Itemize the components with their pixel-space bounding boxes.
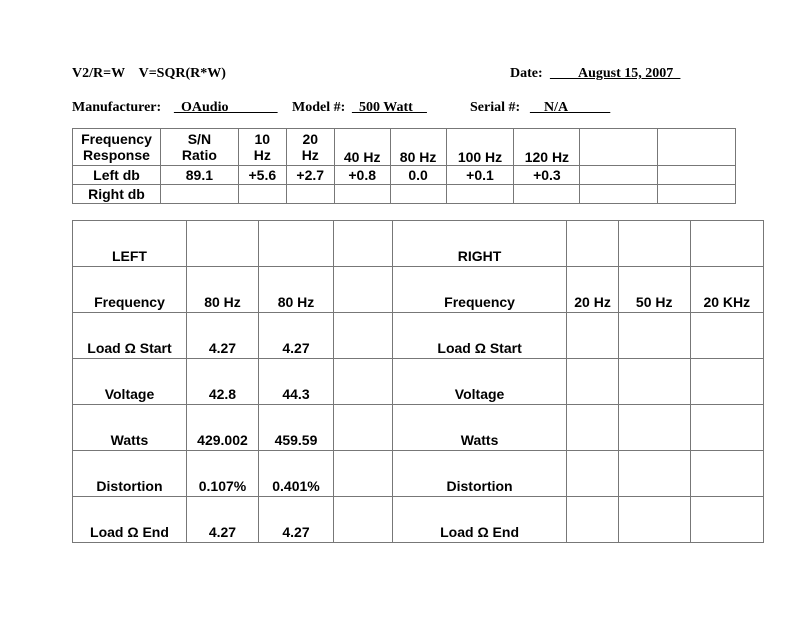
voltage-row <box>73 359 764 405</box>
left-db-cell: +0.3 <box>514 166 580 185</box>
right-db-cell <box>390 185 446 204</box>
value-cell: 4.27 <box>186 313 258 359</box>
value-cell <box>333 497 392 543</box>
row-label-cell: Load Ω Start <box>392 313 566 359</box>
value-cell: 80 Hz <box>186 267 258 313</box>
left-db-label: Left db <box>73 166 161 185</box>
value-cell <box>333 359 392 405</box>
left-db-cell: 89.1 <box>160 166 238 185</box>
row-label-cell: Load Ω End <box>73 497 187 543</box>
right-db-cell <box>514 185 580 204</box>
value-cell <box>567 451 619 497</box>
row-label-cell: Load Ω End <box>392 497 566 543</box>
manufacturer-value: _OAudio_______ <box>174 100 278 115</box>
header-cell-empty <box>580 129 658 166</box>
value-cell <box>690 313 763 359</box>
manufacturer-label: Manufacturer: <box>72 100 162 115</box>
value-cell <box>186 221 258 267</box>
left-db-cell: +0.8 <box>334 166 390 185</box>
header-cell <box>160 129 238 166</box>
value-cell: 4.27 <box>259 313 334 359</box>
value-cell <box>567 405 619 451</box>
header-20hz: 20 Hz <box>301 131 319 163</box>
header-120hz: 120 Hz <box>524 149 570 165</box>
header-10hz: 10 Hz <box>253 131 271 163</box>
left-db-row <box>73 166 736 185</box>
value-cell <box>567 359 619 405</box>
distortion-row <box>73 451 764 497</box>
value-cell: 50 Hz <box>618 267 690 313</box>
serial-label: Serial #: <box>470 100 521 115</box>
left-db-cell: +5.6 <box>238 166 286 185</box>
value-cell: 4.27 <box>259 497 334 543</box>
value-cell: 4.27 <box>186 497 258 543</box>
model-value: _500 Watt__ <box>352 100 427 115</box>
value-cell <box>690 497 763 543</box>
value-cell: 42.8 <box>186 359 258 405</box>
header-sn-ratio: S/N Ratio <box>181 131 217 163</box>
model-label: Model #: <box>292 100 346 115</box>
header-cell <box>334 129 390 166</box>
right-db-label: Right db <box>73 185 161 204</box>
load-end-row <box>73 497 764 543</box>
value-cell: 20 KHz <box>690 267 763 313</box>
value-cell <box>690 221 763 267</box>
value-cell <box>333 313 392 359</box>
value-cell <box>567 497 619 543</box>
header-100hz: 100 Hz <box>457 149 503 165</box>
value-cell <box>690 451 763 497</box>
power-test-table <box>72 220 764 543</box>
section-header-row <box>73 221 764 267</box>
date-value: ____August 15, 2007_ <box>550 66 681 81</box>
row-label-cell: Frequency <box>73 267 187 313</box>
left-db-cell: +2.7 <box>286 166 334 185</box>
header-cell <box>514 129 580 166</box>
row-label-cell: Distortion <box>392 451 566 497</box>
header-frequency-response: Frequency Response <box>81 131 152 163</box>
row-label-cell: Watts <box>392 405 566 451</box>
value-cell: 459.59 <box>259 405 334 451</box>
header-cell <box>286 129 334 166</box>
value-cell: 0.107% <box>186 451 258 497</box>
frequency-response-table <box>72 128 736 204</box>
right-db-cell <box>286 185 334 204</box>
right-db-cell <box>238 185 286 204</box>
value-cell <box>333 221 392 267</box>
value-cell: 429.002 <box>186 405 258 451</box>
date-label: Date: <box>510 66 543 81</box>
serial-value: __N/A______ <box>530 100 611 115</box>
value-cell: 44.3 <box>259 359 334 405</box>
row-label-cell: Voltage <box>392 359 566 405</box>
row-label-cell: RIGHT <box>392 221 566 267</box>
value-cell <box>618 221 690 267</box>
value-cell <box>690 359 763 405</box>
value-cell <box>567 313 619 359</box>
value-cell <box>333 405 392 451</box>
right-db-cell <box>658 185 736 204</box>
right-db-cell <box>446 185 514 204</box>
formula-text: V2/R=W V=SQR(R*W) <box>72 66 226 81</box>
left-db-cell <box>580 166 658 185</box>
row-label-cell: Distortion <box>73 451 187 497</box>
frequency-row <box>73 267 764 313</box>
value-cell <box>618 359 690 405</box>
left-db-cell <box>658 166 736 185</box>
right-db-cell <box>160 185 238 204</box>
load-start-row <box>73 313 764 359</box>
value-cell <box>333 451 392 497</box>
row-label-cell: Voltage <box>73 359 187 405</box>
value-cell: 20 Hz <box>567 267 619 313</box>
value-cell <box>618 405 690 451</box>
value-cell <box>618 451 690 497</box>
value-cell <box>567 221 619 267</box>
right-db-row <box>73 185 736 204</box>
header-cell <box>73 129 161 166</box>
value-cell <box>618 497 690 543</box>
header-cell <box>238 129 286 166</box>
right-db-cell <box>334 185 390 204</box>
left-db-cell: +0.1 <box>446 166 514 185</box>
value-cell: 80 Hz <box>259 267 334 313</box>
header-cell-empty <box>658 129 736 166</box>
header-40hz: 40 Hz <box>343 149 381 165</box>
value-cell <box>259 221 334 267</box>
row-label-cell: LEFT <box>73 221 187 267</box>
left-db-cell: 0.0 <box>390 166 446 185</box>
right-db-cell <box>580 185 658 204</box>
value-cell <box>333 267 392 313</box>
row-label-cell: Frequency <box>392 267 566 313</box>
watts-row <box>73 405 764 451</box>
header-80hz: 80 Hz <box>399 149 437 165</box>
frequency-header-row <box>73 129 736 166</box>
header-cell <box>390 129 446 166</box>
row-label-cell: Watts <box>73 405 187 451</box>
value-cell <box>690 405 763 451</box>
value-cell <box>618 313 690 359</box>
value-cell: 0.401% <box>259 451 334 497</box>
header-cell <box>446 129 514 166</box>
row-label-cell: Load Ω Start <box>73 313 187 359</box>
